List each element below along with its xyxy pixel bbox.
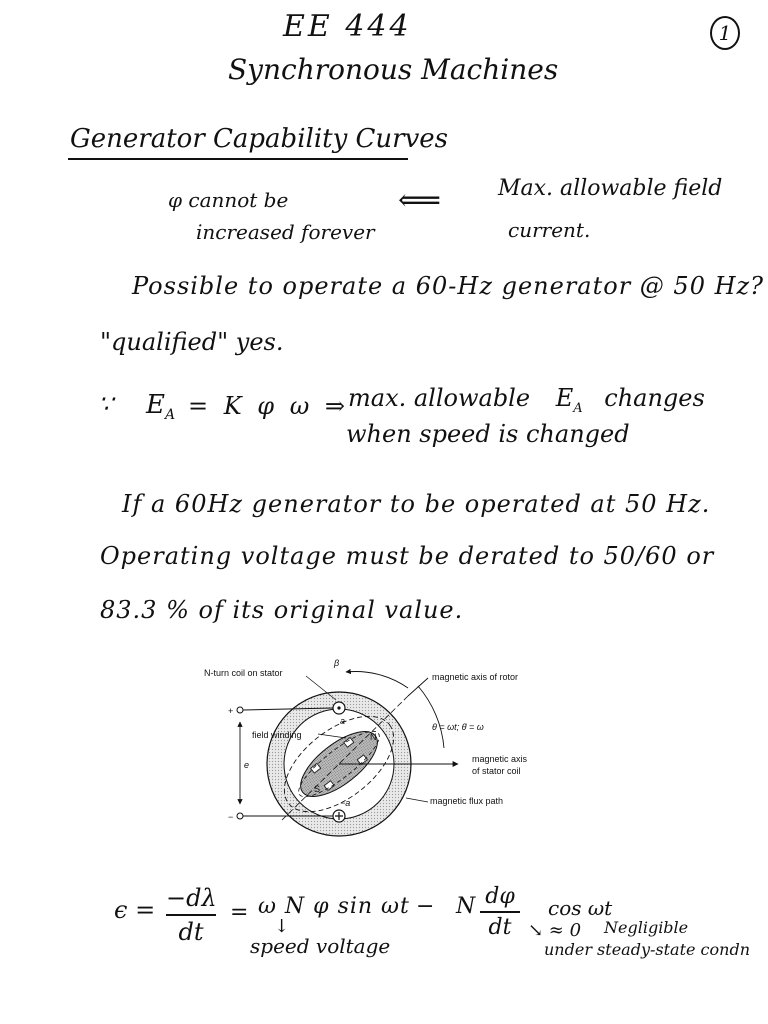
eq2-frac1-bar xyxy=(166,914,216,916)
note-left-line2: increased forever xyxy=(196,220,375,244)
eq2-epsilon: ϵ = xyxy=(114,896,156,924)
eq1-rhs: = K φ ω ⇒ xyxy=(188,392,350,420)
down-arrow-icon: ↓ xyxy=(274,916,290,937)
label-a-top: a xyxy=(340,716,346,726)
eq1-lhs-subscript: A xyxy=(164,407,176,424)
answer-line: "qualified" yes. xyxy=(100,328,284,356)
eq1-lhs-symbol: E xyxy=(146,390,165,420)
therefore-symbol: ∵ xyxy=(98,390,114,418)
eq2-equals: = xyxy=(230,900,249,925)
eq2-frac2-bar xyxy=(480,911,520,913)
label-plus: + xyxy=(228,706,234,716)
eq2-negligible-1: Negligible xyxy=(604,918,689,937)
course-code: EE 444 xyxy=(283,9,412,44)
eq2-frac2-numerator: dφ xyxy=(485,884,515,909)
theta-arc xyxy=(418,686,444,748)
eq1-text-subscript: A xyxy=(573,400,583,416)
eq2-frac1-denominator: dt xyxy=(178,918,204,946)
label-minus: − xyxy=(228,812,234,822)
eq2-term2-n: N xyxy=(456,894,476,919)
label-north: N xyxy=(370,732,377,742)
label-e: e xyxy=(244,760,250,770)
label-field-winding: field winding xyxy=(252,730,302,740)
eq2-frac2-denominator: dt xyxy=(488,915,512,940)
label-n-turn-coil: N-turn coil on stator xyxy=(204,668,283,678)
note-right-line2: current. xyxy=(508,218,591,242)
note-left-line1: φ cannot be xyxy=(168,188,289,212)
derate-line2: Operating voltage must be derated to 50/60 or xyxy=(100,542,715,570)
label-beta: β xyxy=(334,658,340,668)
section-heading: Generator Capability Curves xyxy=(70,124,449,154)
eq1-text-pre: max. allowable xyxy=(348,384,531,412)
eq2-fraction-2 xyxy=(480,884,520,940)
label-magnetic-flux-path: magnetic flux path xyxy=(430,796,504,806)
eq2-speed-voltage: speed voltage xyxy=(250,934,391,958)
leader-flux xyxy=(406,798,428,802)
eq1-text-post: changes xyxy=(604,384,705,412)
eq1-text xyxy=(348,386,705,415)
eq1-line2: when speed is changed xyxy=(346,420,630,448)
label-magnetic-axis-rotor: magnetic axis of rotor xyxy=(432,672,519,682)
synchronous-machine-diagram xyxy=(196,652,552,854)
rotor-axis-extension xyxy=(408,678,428,696)
eq2-negligible-2: under steady-state condn xyxy=(544,940,750,959)
label-a-bottom: −a xyxy=(340,798,351,808)
left-arrow-icon: ⟸ xyxy=(398,183,442,218)
eq1-lhs xyxy=(146,392,175,422)
derate-line3: 83.3 % of its original value. xyxy=(100,596,464,624)
beta-arc xyxy=(346,672,408,688)
terminal-plus xyxy=(237,707,243,713)
eq2-cos: cos ωt xyxy=(548,896,613,920)
page-title: Synchronous Machines xyxy=(228,53,559,86)
derate-line1: If a 60Hz generator to be operated at 50 Hz. xyxy=(122,490,711,518)
eq2-term1: ω N φ sin ωt xyxy=(258,894,410,919)
label-theta: θ = ωt; θ̇ = ω xyxy=(432,722,484,732)
label-south: S xyxy=(314,784,321,794)
page-number: 1 xyxy=(710,16,740,50)
eq2-frac1-numerator: −dλ xyxy=(166,884,217,912)
eq1-text-symbol: E xyxy=(555,384,574,412)
label-magnetic-axis-stator-1: magnetic axis xyxy=(472,754,528,764)
eq2-minus: − xyxy=(416,894,435,919)
eq2-approx: ↘ ≈ 0 xyxy=(528,920,582,941)
terminal-minus xyxy=(237,813,243,819)
note-right-line1: Max. allowable field xyxy=(498,176,723,201)
label-magnetic-axis-stator-2: of stator coil xyxy=(472,766,521,776)
question-line: Possible to operate a 60-Hz generator @ 50 Hz? xyxy=(132,272,765,300)
section-heading-underline xyxy=(68,158,408,160)
dot-icon xyxy=(337,706,340,709)
eq2-fraction-1 xyxy=(166,884,216,946)
